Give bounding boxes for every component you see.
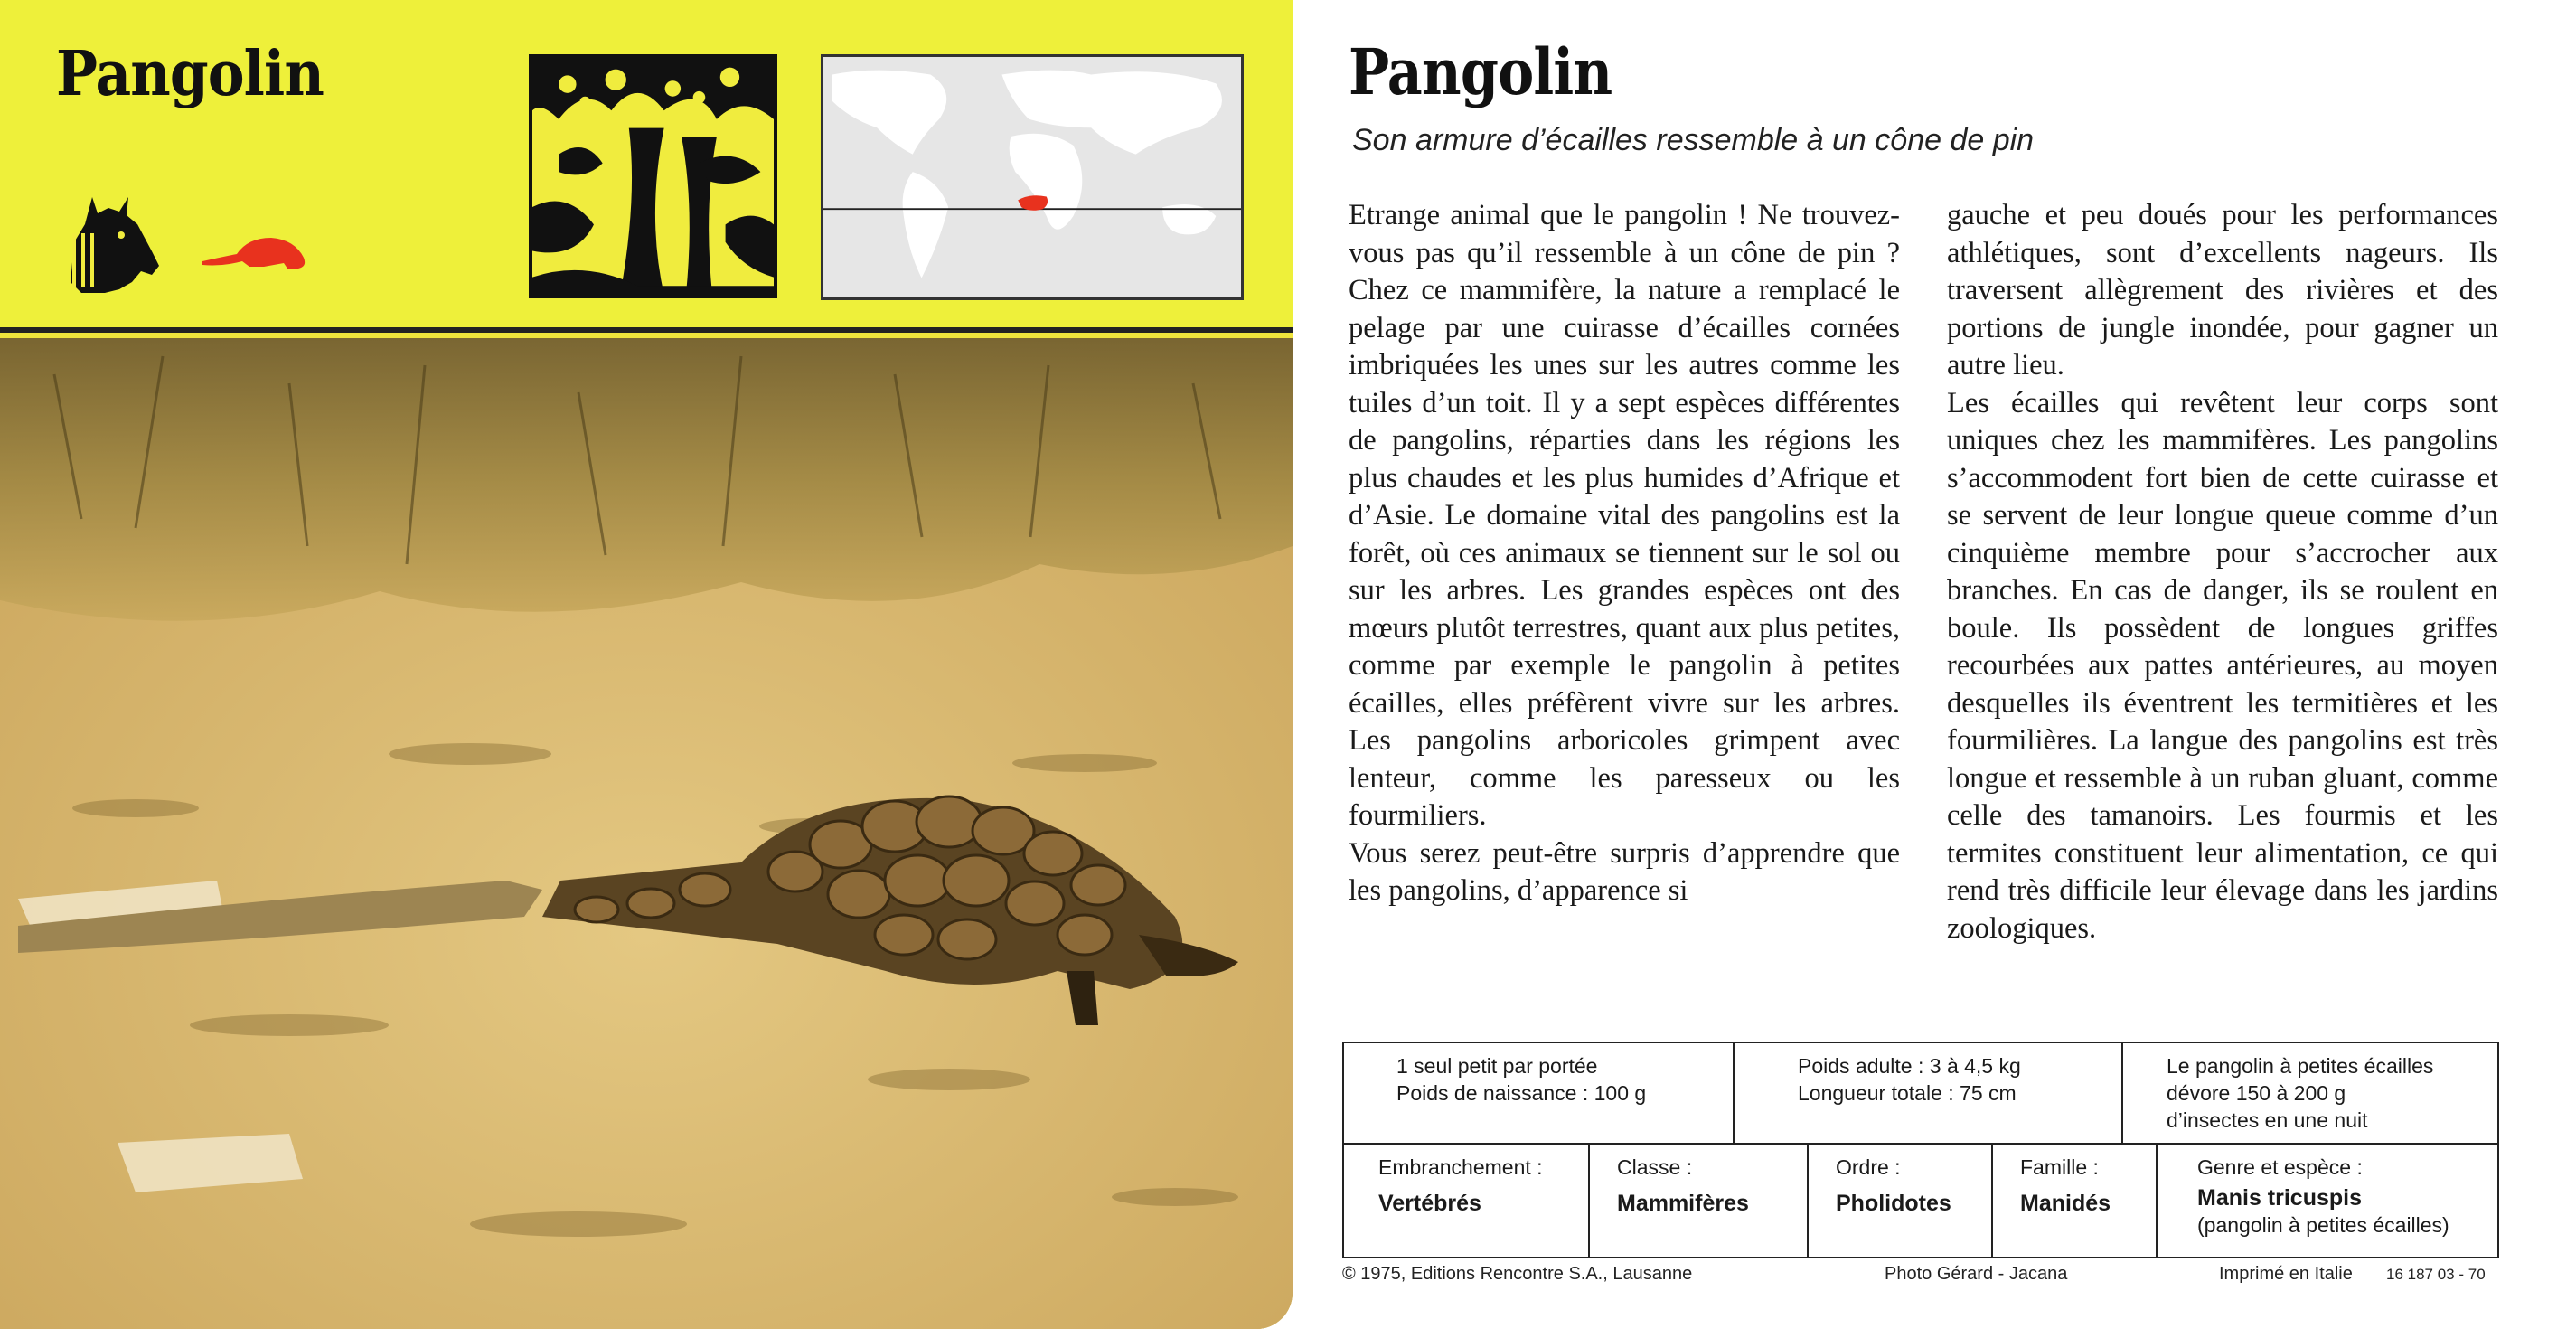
fact-cell-adult: [1733, 1043, 2121, 1143]
taxonomy-genre: [2156, 1145, 2499, 1258]
paragraph: Etrange animal que le pangolin ! Ne trouvez-vous pas qu’il ressemble à un cône de pin ? Chez ce mammifère, la nature a remplacé le pelage par une cuirasse d’écailles cornées imbriquées les unes sur les autres comme les tuiles d’un toit. Il y a sept espèces différentes de pangolins, réparties dans les régions les plus chaudes et les plus humides d’Afrique et d’Asie. Le domaine vital des pangolins est la forêt, où ces animaux se tiennent sur le sol ou sur les arbres. Les grandes espèces ont des mœurs plutôt terrestres, quant aux plus petites, comme par exemple le pangolin à petites écailles, elles préfèrent vivre sur les arbres. Les pangolins arboricoles grimpent avec lenteur, comme les paresseux ou les fourmiliers.: [1349, 199, 1900, 832]
print-info: Imprimé en Italie: [2219, 1264, 2353, 1284]
world-map-icon: [823, 57, 1241, 297]
taxonomy-row: [1344, 1145, 2497, 1258]
taxonomy-ordre: [1807, 1145, 1997, 1258]
pangolin-photo-illustration: [0, 338, 1293, 1329]
paragraph: gauche et peu doués pour les performances athlétiques, sont d’excellents nageurs. Ils traversent allègrement des rivières et des portions de jungle inondée, pour gagner un autre lieu.: [1947, 199, 2498, 382]
map-box: [821, 54, 1244, 300]
fact-text: Le pangolin à petites écailles: [2167, 1054, 2434, 1078]
fact-cell-diet: [2121, 1043, 2499, 1143]
footer: [1342, 1264, 2499, 1291]
paragraph: Vous serez peut-être surpris d’apprendre que les pangolins, d’apparence si: [1349, 836, 1900, 907]
front-header: [0, 0, 1293, 333]
taxonomy-label: Genre et espèce :: [2197, 1155, 2363, 1179]
taxonomy-label: Ordre :: [1836, 1155, 1901, 1179]
taxonomy-label: Classe :: [1617, 1155, 1693, 1179]
fact-text: dévore 150 à 200 g: [2167, 1081, 2346, 1105]
ox-icon: [65, 188, 165, 295]
back-card: [1302, 0, 2576, 1329]
facts-table: [1342, 1042, 2499, 1258]
taxonomy-classe: [1588, 1145, 1805, 1258]
habitat-box: [529, 54, 777, 298]
paragraph: Les écailles qui revêtent leur corps sont uniques chez les mammifères. Les pangolins s’accommodent fort bien de cette cuirasse et se servent de leur longue queue comme d’un cinquième membre pour s’accrocher aux branches. En cas de danger, ils se roulent en boule. Ils possèdent de longues griffes recourbées aux pattes antérieures, au moyen desquelles ils éventrent les termitières et les fourmilières. La langue des pangolins est très longue et ressemble à un ruban gluant, comme celle des tamanoirs. Les fourmis et les termites constituent leur alimentation, ce qui rend très difficile leur élevage dans les jardins zoologiques.: [1947, 386, 2498, 945]
taxonomy-label: Famille :: [2020, 1155, 2099, 1179]
taxonomy-famille: [1991, 1145, 2154, 1258]
fact-text: Poids de naissance : 100 g: [1396, 1081, 1647, 1105]
taxonomy-common-name: (pangolin à petites écailles): [2197, 1213, 2449, 1237]
fact-text: Poids adulte : 3 à 4,5 kg: [1798, 1054, 2021, 1078]
print-code: 16 187 03 - 70: [2386, 1266, 2486, 1283]
taxonomy-value: Manidés: [2020, 1191, 2111, 1216]
fact-text: 1 seul petit par portée: [1396, 1054, 1598, 1078]
back-subtitle: Son armure d’écailles ressemble à un cône de pin: [1352, 123, 2035, 157]
facts-row: [1344, 1043, 2497, 1145]
front-title: Pangolin: [56, 38, 324, 110]
back-title: Pangolin: [1349, 34, 1612, 109]
pangolin-silhouette-icon: [201, 231, 309, 274]
taxonomy-value: Vertébrés: [1378, 1191, 1481, 1216]
forest-habitat-icon: [532, 58, 774, 295]
fact-cell-litter: [1396, 1043, 1740, 1143]
taxonomy-label: Embranchement :: [1378, 1155, 1543, 1179]
fact-text: d’insectes en une nuit: [2167, 1108, 2368, 1132]
copyright-text: © 1975, Editions Rencontre S.A., Lausanne: [1342, 1264, 1693, 1284]
pangolin-photo: [0, 338, 1293, 1329]
fact-text: Longueur totale : 75 cm: [1798, 1081, 2017, 1105]
photo-credit: Photo Gérard - Jacana: [1885, 1264, 2068, 1284]
text-column-right: [1947, 197, 2498, 947]
taxonomy-value: Pholidotes: [1836, 1191, 1951, 1216]
text-column-left: [1349, 197, 1900, 910]
taxonomy-embranchement: [1378, 1145, 1577, 1258]
taxonomy-value: Manis tricuspis: [2197, 1185, 2362, 1211]
taxonomy-value: Mammifères: [1617, 1191, 1749, 1216]
